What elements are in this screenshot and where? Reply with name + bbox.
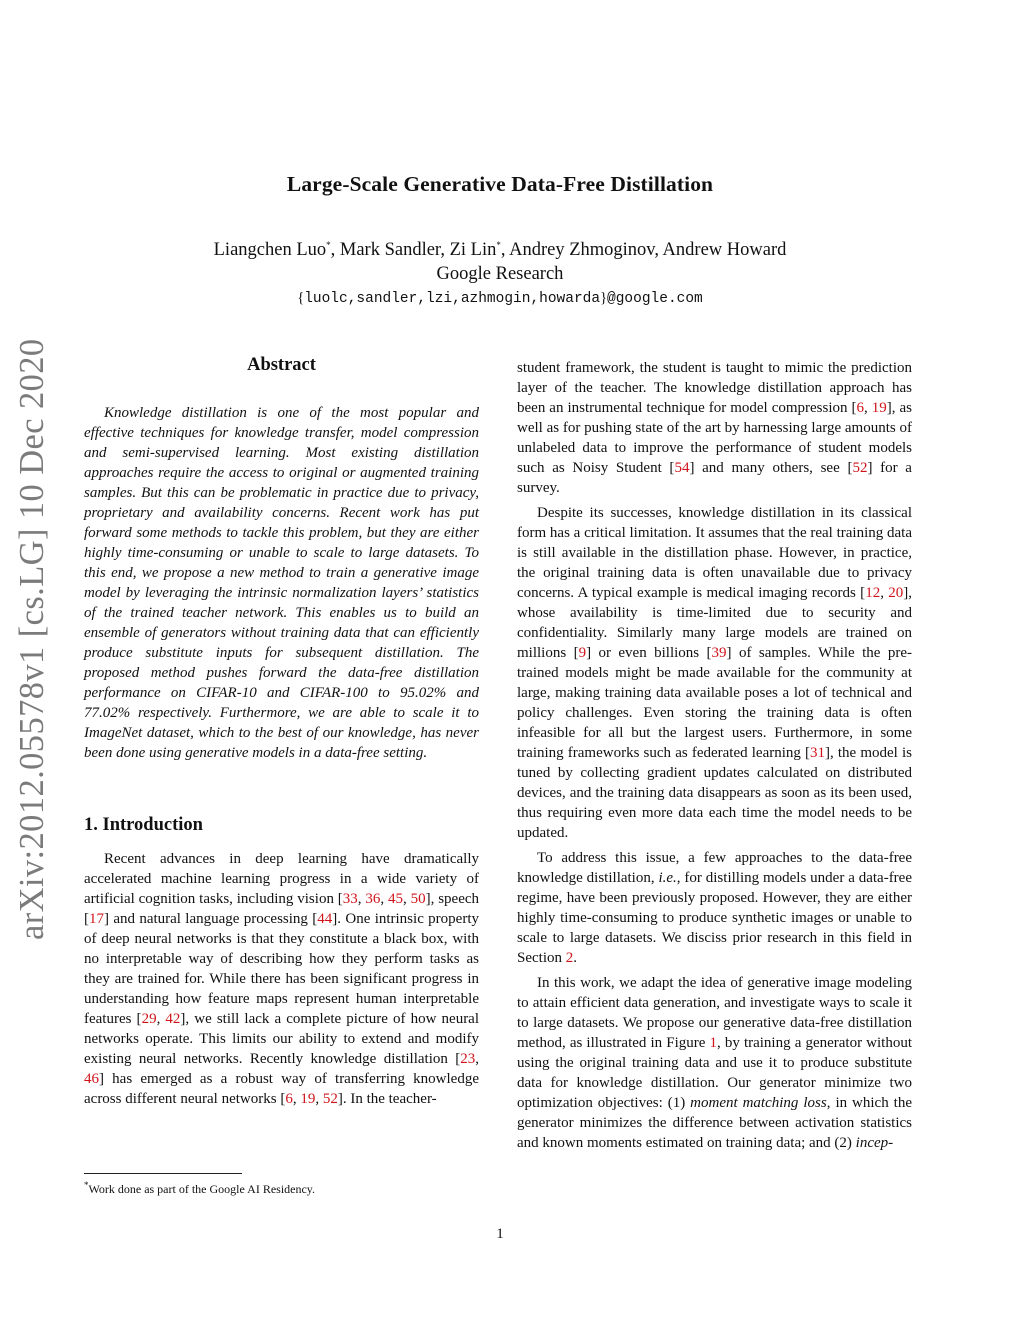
citation-link[interactable]: 44 [317,911,333,927]
citation-link[interactable]: 36 [365,891,381,907]
body-paragraph: Despite its successes, knowledge distillation in its classical form has a critical limitation. It assumes that the real training data is still available in the distillation phase. However, in practice, the original training data is often unavailable due to privacy concerns. A typical example is medical imaging records [12, 20], whose availability is time-limited due to security and confidentiality. Similarly many large models are trained on millions [9] or even billions [39] of samples. While the pre-trained models might be made available for the community at large, making training data available poses a lot of technical and policy challenges. Even storing the training data is often infeasible for all but the largest users. Furthermore, in some training frameworks such as federated learning [31], the model is tuned by collecting gradient updates calculated on distributed devices, and the training data disappears as soon as its been used, thus requiring even more data each time the model needs to be updated. [517,505,913,841]
body-paragraph: student framework, the student is taught to mimic the prediction layer of the teacher. The knowledge distillation approach has been an instrumental technique for model compression [6, 19], as well as for pushing state of the art by harnessing large amounts of unlabeled data to improve the performance of student models such as Noisy Student [54] and many others, see [52] for a survey. [517,360,912,496]
citation-link[interactable]: 19 [871,400,887,416]
citation-link[interactable]: 17 [89,911,104,927]
citation-link[interactable]: 9 [578,645,587,661]
citation-link[interactable]: 6 [856,400,865,416]
citation-link[interactable]: 19 [300,1091,316,1107]
citation-link[interactable]: 45 [388,891,404,907]
footnote-divider [84,1173,242,1174]
intro-paragraph: Recent advances in deep learning have dramatically accelerated machine learning progress in a wide variety of artificial cognition tasks, including vision [33, 36, 45, 50], speech [17] and natural language processing [44]. One intrinsic property of deep neural networks is that they constitute a black box, with no interpretable way of describing how they perform tasks as they are trained for. While there has been significant progress in understanding how feature maps represent human interpretable features [29, 42], we still lack a complete picture of how neural networks operate. This limits our ability to extend and modify existing neural networks. Recently knowledge distillation [23, 46] has emerged as a robust way of transferring knowledge across different neural networks [6, 19, 52]. In the teacher- [84,851,480,1107]
figure-ref-link[interactable]: 1 [709,1035,718,1051]
citation-link[interactable]: 52 [322,1091,338,1107]
equal-contribution-mark: * [326,240,331,250]
author-name: Liangchen Luo [213,240,327,261]
page-number: 1 [496,1226,504,1242]
citation-link[interactable]: 54 [674,460,690,476]
author-name: , Mark Sandler, Zi Lin [330,240,497,261]
footnote-text: Work done as part of the Google AI Residency. [88,1182,316,1196]
abstract-heading: Abstract [247,355,316,375]
body-paragraph: To address this issue, a few approaches to the data-free knowledge distillation, i.e., for distilling models under a data-free regime, have been previously proposed. However, they are either highly time-consuming to produce synthetic images or unable to scale to large datasets. We disciss prior research in this field in Section 2. [517,850,912,966]
paper-title: Large-Scale Generative Data-Free Distillation [286,172,714,196]
citation-link[interactable]: 42 [165,1011,181,1027]
author-name: , Andrey Zhmoginov, Andrew Howard [500,240,787,261]
footnote [84,1178,315,1196]
citation-link[interactable]: 31 [810,745,826,761]
citation-link[interactable]: 23 [460,1051,476,1067]
citation-link[interactable]: 46 [84,1071,99,1087]
email-usernames: luolc,sandler,lzi,azhmogin,howarda [304,291,601,307]
citation-link[interactable]: 29 [141,1011,157,1027]
emphasis: incep- [855,1135,894,1151]
email-domain: @google.com [607,291,703,307]
footnote-mark: * [84,1180,89,1190]
body-paragraph: In this work, we adapt the idea of generative image modeling to attain efficient data generation, and investigate ways to scale it to large datasets. We propose our generative data-free distillation method, as illustrated in Figure 1, by training a generator without using the original training data and use it to produce substitute data for knowledge distillation. Our generator minimize two optimization objectives: (1) moment matching loss, in which the generator minimizes the difference between activation statistics and known moments estimated on training data; and (2) incep- [517,975,912,1151]
author-list [0,240,1000,261]
section-ref-link[interactable]: 2 [565,950,574,966]
citation-link[interactable]: 39 [711,645,727,661]
citation-link[interactable]: 12 [865,585,881,601]
citation-link[interactable]: 52 [852,460,868,476]
citation-link[interactable]: 6 [285,1091,293,1107]
affiliation: Google Research [436,264,564,284]
abstract-body: Knowledge distillation is one of the most popular and effective techniques for knowledge transfer, model compression and semi-supervised learning. Most existing distillation approaches require the access to original or augmented training samples. But this can be problematic in practice due to privacy, proprietary and availability concerns. Recent work has put forward some methods to tackle this problem, but they are either highly time-consuming or unable to scale to large datasets. To this end, we propose a new method to train a generative image model by leveraging the intrinsic normalization layers’ statistics of the trained teacher network. This enables us to build an ensemble of generators without training data that can efficiently produce substitute inputs for subsequent distillation. The proposed method pushes forward the data-free distillation performance on CIFAR-10 and CIFAR-100 to 95.02% and 77.02% respectively. Furthermore, we are able to scale it to ImageNet dataset, which to the best of our knowledge, has never been done using generative models in a data-free setting. [84,405,479,761]
arxiv-identifier-stamp: arXiv:2012.05578v1 [cs.LG] 10 Dec 2020 [13,338,51,940]
citation-link[interactable]: 50 [410,891,426,907]
section-heading-introduction: 1. Introduction [84,815,203,835]
equal-contribution-mark: * [496,240,501,250]
email-brace-open: { [297,290,305,306]
email-list [0,290,1000,307]
right-column [517,358,912,1158]
left-column [84,355,479,1114]
emphasis: moment matching loss [690,1095,827,1111]
citation-link[interactable]: 33 [342,891,358,907]
email-brace-close: } [600,290,608,306]
citation-link[interactable]: 20 [888,585,904,601]
emphasis: i.e. [658,870,677,886]
